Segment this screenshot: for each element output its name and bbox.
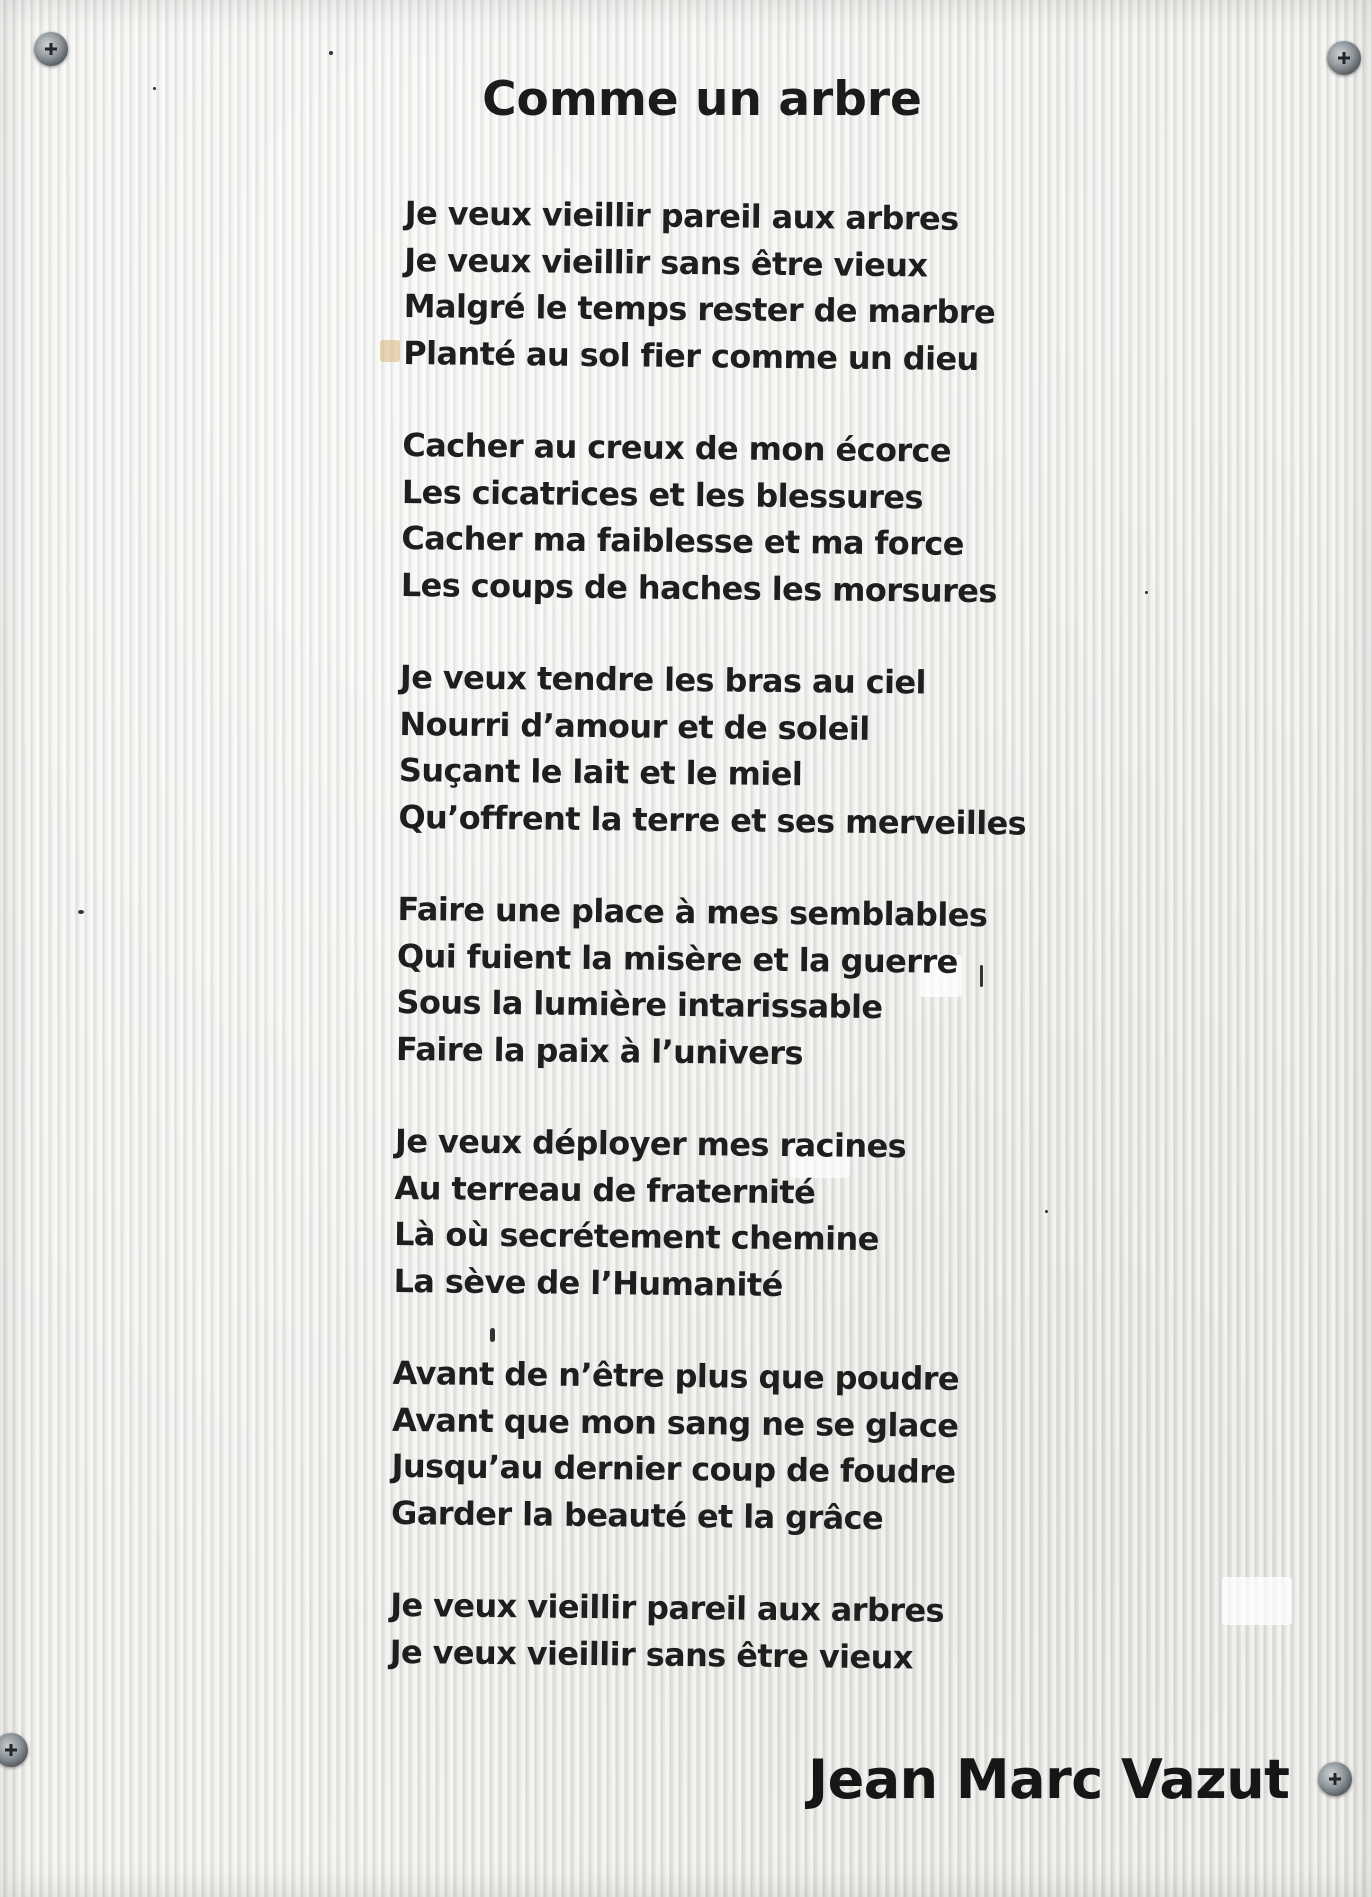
poem-line: Sous la lumière intarissable: [396, 982, 883, 1027]
stanza: [393, 1118, 1023, 1311]
screw-icon: [34, 32, 68, 66]
poem-line: Cacher ma faiblesse et ma force: [401, 518, 965, 563]
poem-line: Avant que mon sang ne se glace: [391, 1400, 959, 1445]
surface-speck: [1145, 591, 1148, 594]
poem-line: Là où secrétement chemine: [393, 1214, 880, 1259]
stanza: [396, 886, 1026, 1079]
screw-icon: [1318, 1762, 1352, 1796]
poem-line: Les coups de haches les morsures: [400, 565, 998, 610]
stanza: [389, 1582, 1018, 1682]
surface-scratch: [380, 340, 400, 362]
surface-speck: [1045, 1210, 1048, 1213]
poem-line: Je veux vieillir pareil aux arbres: [404, 193, 959, 238]
surface-scratch: [1222, 1577, 1292, 1625]
surface-speck: [78, 910, 84, 914]
poem-line: Planté au sol fier comme un dieu: [403, 333, 979, 378]
poem-line: Qui fuient la misère et la guerre: [396, 936, 958, 981]
screw-icon: [1327, 41, 1361, 75]
poem-line: Les cicatrices et les blessures: [401, 472, 924, 516]
poem-line: Nourri d’amour et de soleil: [399, 704, 870, 748]
stanza: [401, 422, 1031, 615]
surface-speck: [329, 51, 333, 55]
poem-title: Comme un arbre: [482, 72, 922, 127]
poem-line: Je veux vieillir pareil aux arbres: [389, 1585, 945, 1630]
poem-line: Faire la paix à l’univers: [395, 1029, 804, 1072]
poem-line: La sève de l’Humanité: [393, 1261, 783, 1304]
poem-line: Cacher au creux de mon écorce: [402, 425, 952, 470]
poem-line: Faire une place à mes semblables: [397, 889, 988, 935]
poem-line: Qu’offrent la terre et ses merveilles: [398, 797, 1027, 843]
poem-line: Je veux tendre les bras au ciel: [399, 657, 927, 702]
stanza: [403, 190, 1033, 383]
poem-line: Jusqu’au dernier coup de foudre: [391, 1446, 956, 1491]
poem-line: Je veux déployer mes racines: [394, 1121, 907, 1166]
poem-author: Jean Marc Vazut: [808, 1748, 1290, 1811]
screw-icon: [0, 1733, 28, 1767]
poem-line: Malgré le temps rester de marbre: [403, 286, 996, 332]
poem-line: Garder la beauté et la grâce: [390, 1493, 884, 1537]
poem-line: Je veux vieillir sans être vieux: [404, 240, 928, 284]
poem-line: Suçant le lait et le miel: [398, 750, 803, 794]
stanza: [391, 1350, 1021, 1543]
poem-body: [389, 190, 1032, 1681]
poem-line: Avant de n’être plus que poudre: [392, 1353, 960, 1398]
poem-line: Au terreau de fraternité: [394, 1168, 816, 1211]
stanza: [398, 654, 1028, 847]
poem-line: Je veux vieillir sans être vieux: [389, 1632, 914, 1676]
